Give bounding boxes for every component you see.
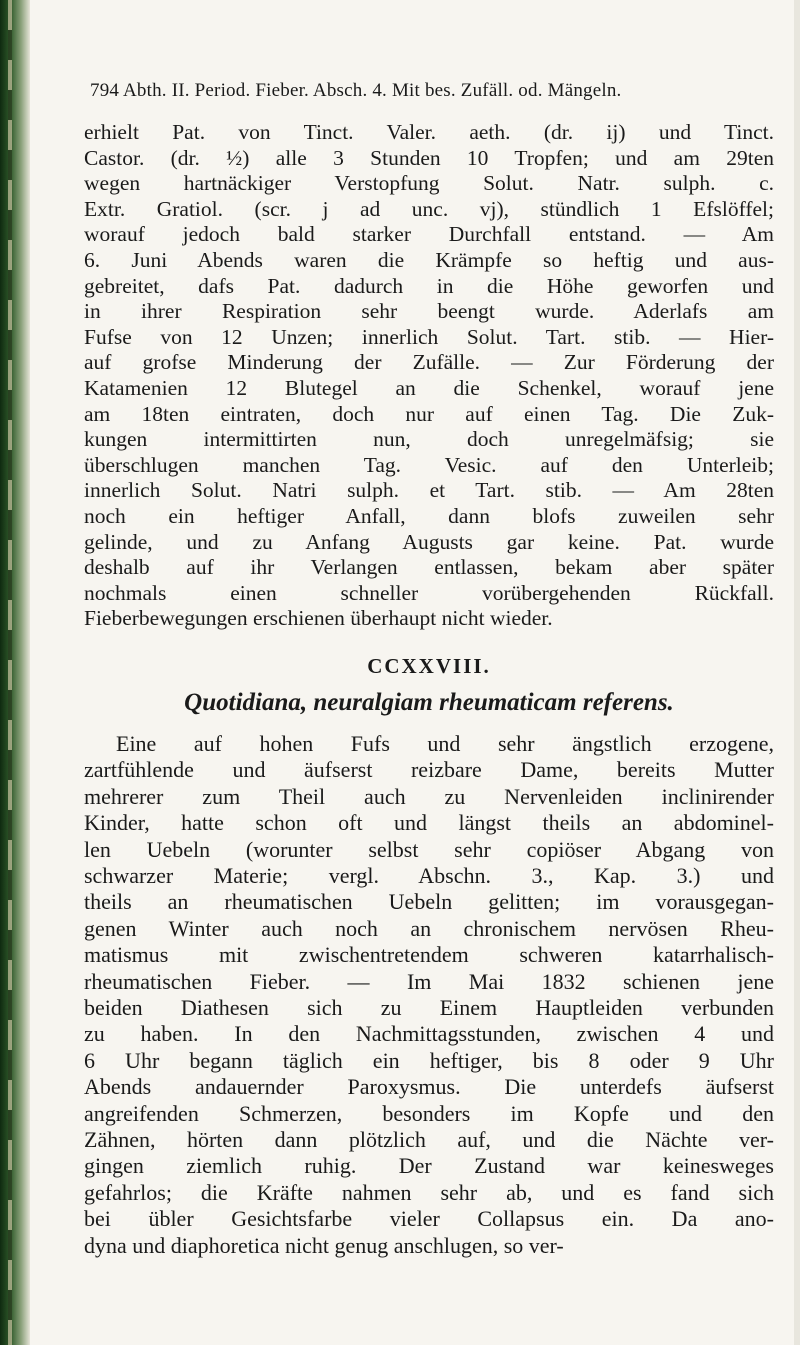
text-line: 6 Uhr begann täglich ein heftiger, bis 8 oder 9 Uhr	[84, 1047, 774, 1073]
text-line: angreifenden Schmerzen, besonders im Kopfe und den	[84, 1100, 774, 1126]
text-line: erhielt Pat. von Tinct. Valer. aeth. (dr. ij) und Tinct.	[84, 120, 774, 144]
text-line: Eine auf hohen Fufs und sehr ängstlich erzogene,	[116, 730, 774, 756]
text-line: len Uebeln (worunter selbst sehr copiöser Abgang von	[84, 836, 774, 862]
text-line: dyna und diaphoretica nicht genug anschlugen, so ver-	[84, 1232, 564, 1258]
text-line: Kinder, hatte schon oft und längst theils an abdominel-	[84, 810, 774, 836]
text-line: Extr. Gratiol. (scr. j ad unc. vj), stündlich 1 Efslöffel;	[84, 196, 774, 221]
text-line: in ihrer Respiration sehr beengt wurde. Aderlafs am	[84, 299, 774, 324]
paragraph-case-description	[84, 731, 774, 1259]
text-line: genen Winter auch noch an chronischem nervösen Rheu-	[84, 915, 774, 941]
text-line: Fufse von 12 Unzen; innerlich Solut. Tart. stib. — Hier-	[84, 324, 774, 349]
section-number: CCXXVIII.	[367, 653, 491, 678]
paragraph-case-continuation	[84, 120, 774, 632]
text-line: gebreitet, dafs Pat. dadurch in die Höhe geworfen und	[84, 273, 774, 298]
section-title: Quotidiana, neuralgiam rheumaticam referens.	[184, 688, 674, 716]
text-line: theils an rheumatischen Uebeln gelitten; im vorausgegan-	[84, 889, 774, 915]
text-line: nochmals einen schneller vorübergehenden Rückfall.	[84, 580, 774, 605]
binding-stitching	[8, 0, 12, 1345]
text-line: gelinde, und zu Anfang Augusts gar keine. Pat. wurde	[84, 529, 774, 554]
text-line: deshalb auf ihr Verlangen entlassen, bekam aber später	[84, 555, 774, 580]
text-line: matismus mit zwischentretendem schweren katarrhalisch-	[84, 942, 774, 968]
text-line: kungen intermittirten nun, doch unregelmäfsig; sie	[84, 427, 774, 452]
text-line: mehrerer zum Theil auch zu Nervenleiden inclinirender	[84, 783, 774, 809]
page-text	[84, 80, 774, 1259]
text-line: gefahrlos; die Kräfte nahmen sehr ab, und es fand sich	[84, 1179, 774, 1205]
text-line: Katamenien 12 Blutegel an die Schenkel, worauf jene	[84, 375, 774, 400]
text-line: rheumatischen Fieber. — Im Mai 1832 schienen jene	[84, 968, 774, 994]
text-line: Abends andauernder Paroxysmus. Die unterdefs äufserst	[84, 1074, 774, 1100]
text-line: Zähnen, hörten dann plötzlich auf, und die Nächte ver-	[84, 1126, 774, 1152]
text-line: beiden Diathesen sich zu Einem Hauptleiden verbunden	[84, 994, 774, 1020]
book-binding-edge	[0, 0, 30, 1345]
text-line: innerlich Solut. Natri sulph. et Tart. stib. — Am 28ten	[84, 478, 774, 503]
text-line: auf grofse Minderung der Zufälle. — Zur Förderung der	[84, 350, 774, 375]
page-right-edge	[794, 0, 800, 1345]
text-line: gingen ziemlich ruhig. Der Zustand war keinesweges	[84, 1153, 774, 1179]
text-line: zartfühlende und äufserst reizbare Dame, bereits Mutter	[84, 757, 774, 783]
text-line: Fieberbewegungen erschienen überhaupt nicht wieder.	[84, 606, 553, 631]
text-line: überschlugen manchen Tag. Vesic. auf den Unterleib;	[84, 452, 774, 477]
text-line: 6. Juni Abends waren die Krämpfe so heftig und aus-	[84, 247, 774, 272]
text-line: worauf jedoch bald starker Durchfall entstand. — Am	[84, 222, 774, 247]
text-line: bei übler Gesichtsfarbe vieler Collapsus ein. Da ano-	[84, 1206, 774, 1232]
text-line: Castor. (dr. ½) alle 3 Stunden 10 Tropfen; und am 29ten	[84, 145, 774, 170]
text-line: wegen hartnäckiger Verstopfung Solut. Natr. sulph. c.	[84, 171, 774, 196]
text-line: zu haben. In den Nachmittagsstunden, zwischen 4 und	[84, 1021, 774, 1047]
text-line: am 18ten eintraten, doch nur auf einen Tag. Die Zuk-	[84, 401, 774, 426]
running-head: 794 Abth. II. Period. Fieber. Absch. 4. Mit bes. Zufäll. od. Mängeln.	[90, 80, 622, 101]
text-line: noch ein heftiger Anfall, dann blofs zuweilen sehr	[84, 503, 774, 528]
text-line: schwarzer Materie; vergl. Abschn. 3., Kap. 3.) und	[84, 862, 774, 888]
